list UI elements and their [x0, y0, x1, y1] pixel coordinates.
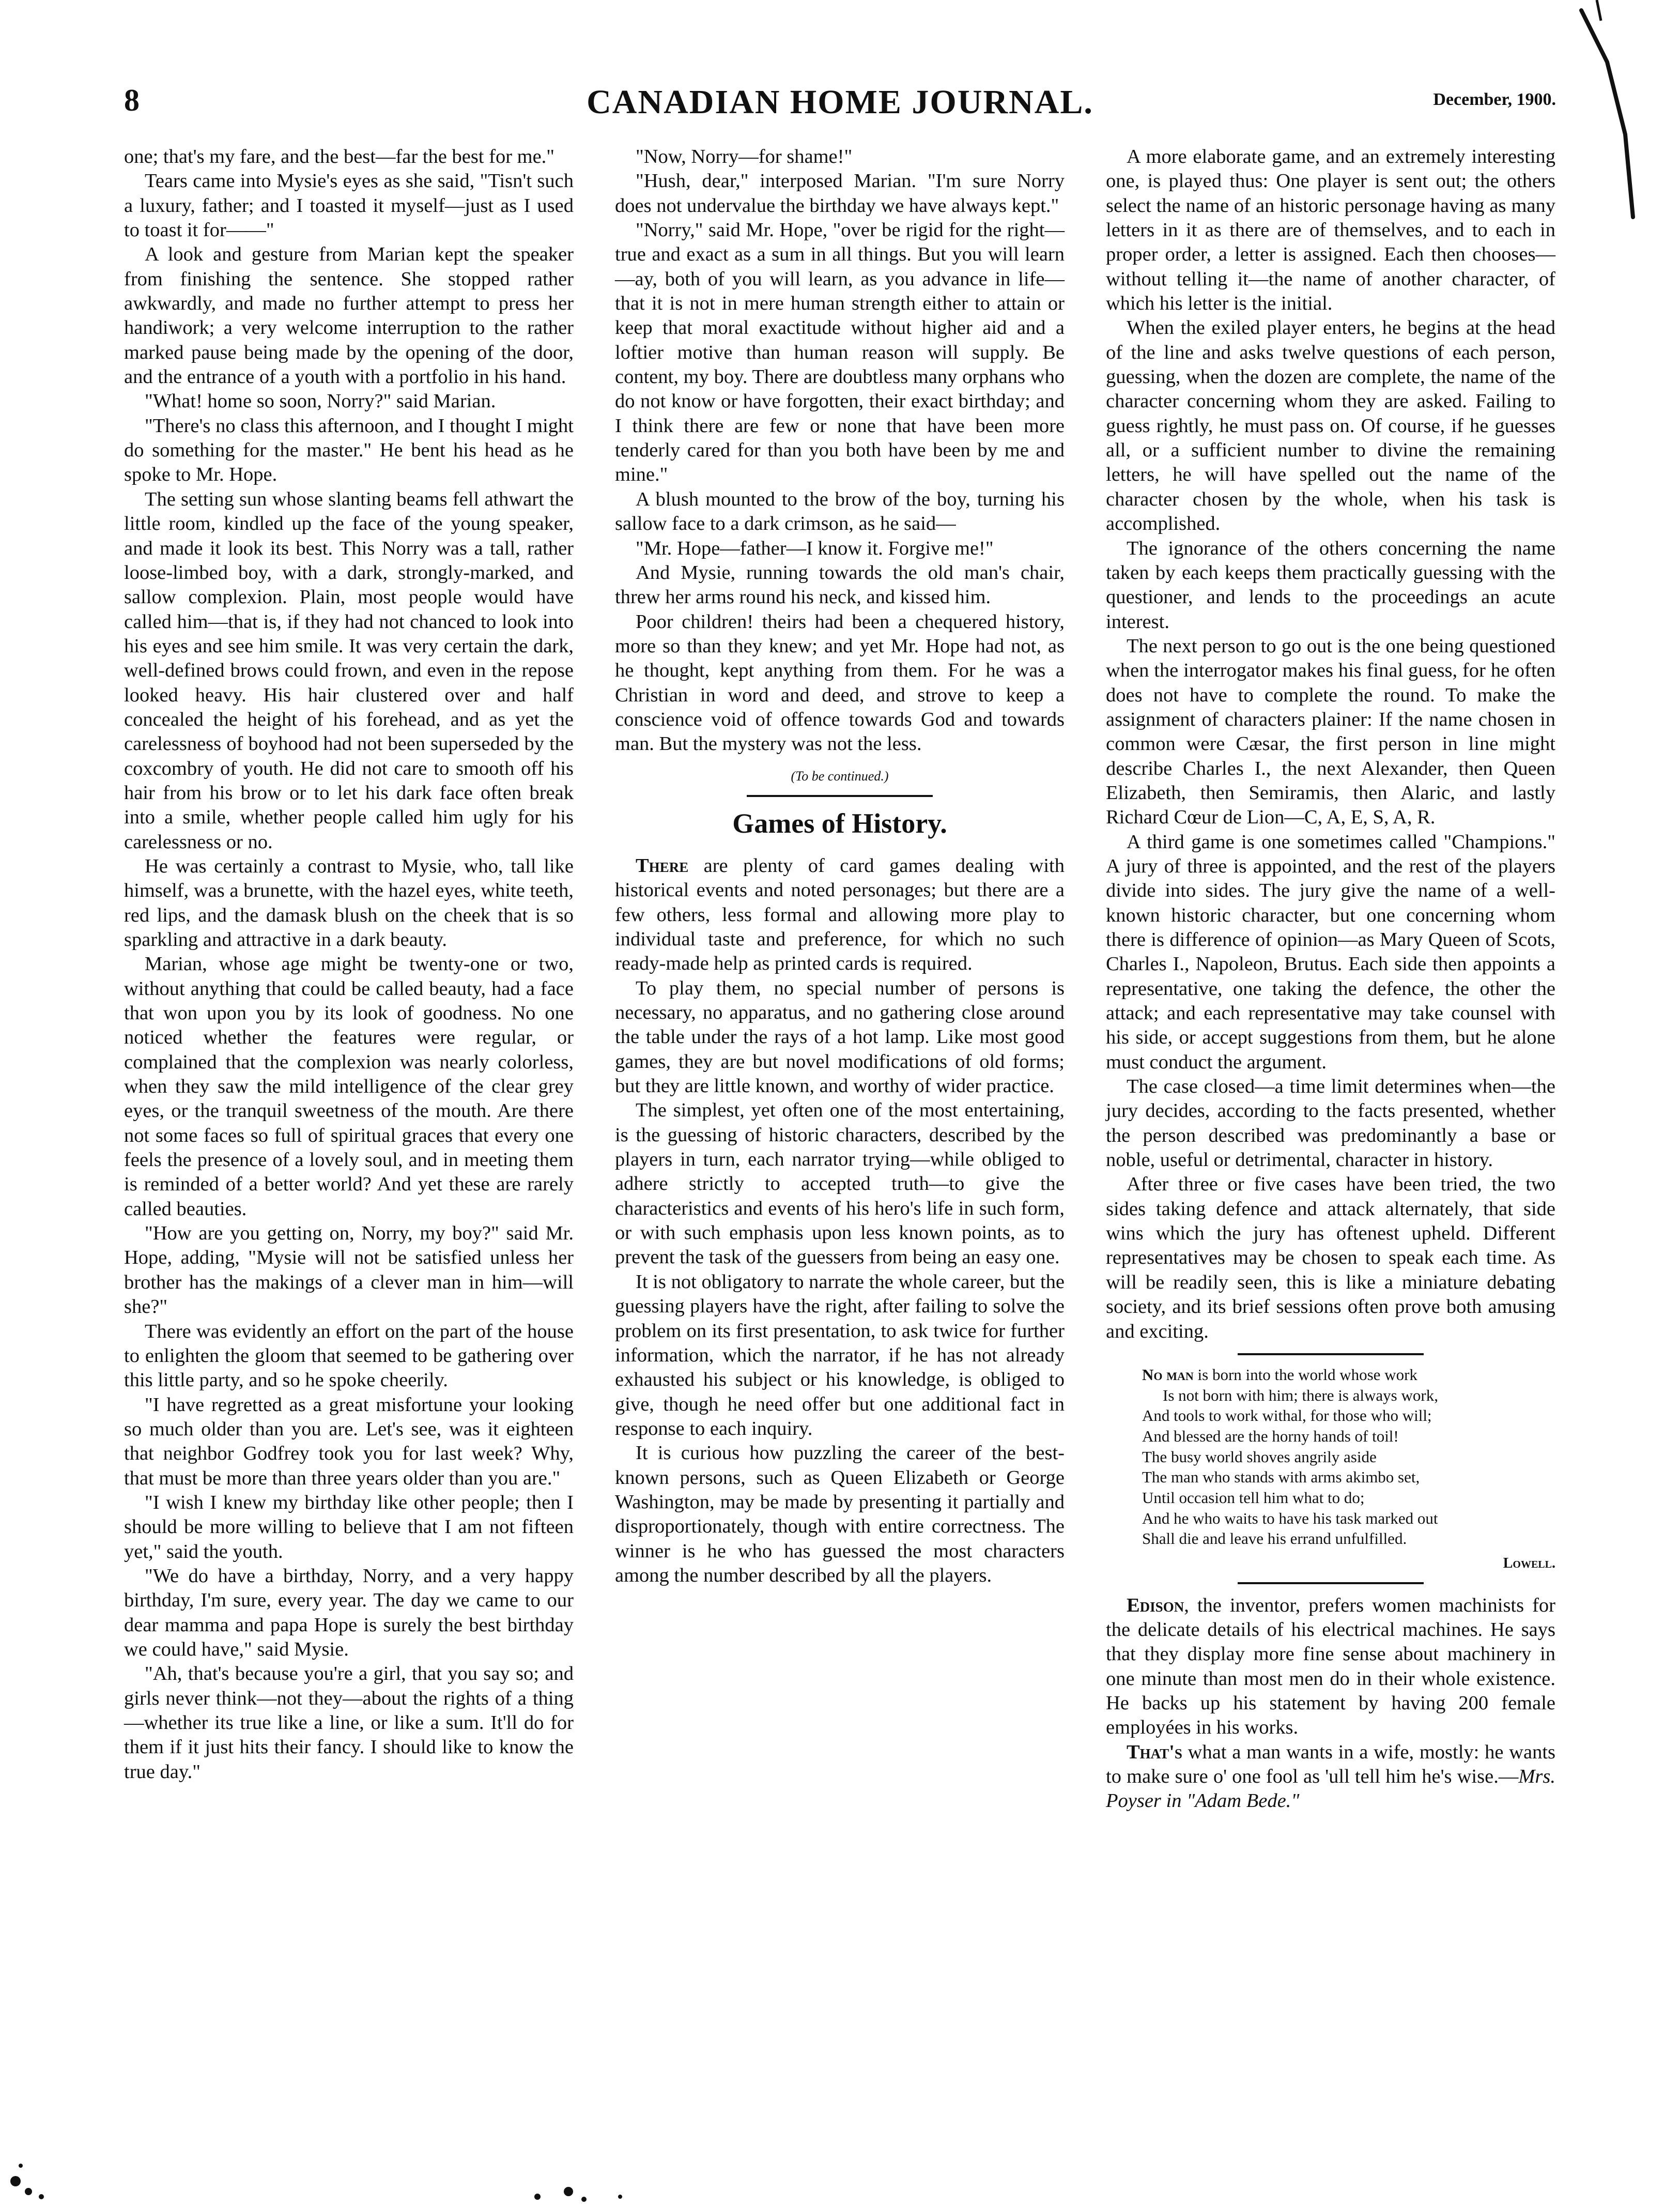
quote-source: Mrs. Poyser in "Adam Bede." — [1106, 1766, 1555, 1812]
games-paragraph: There are plenty of card games dealing with historical events and noted personages; but there are a few others, less formal and allowing more play to individual taste and preference, for which no such ready-made help as printed cards is required. — [615, 854, 1065, 975]
story-paragraph: "Norry," said Mr. Hope, "over be rigid for the right—true and exact as a sum in all things. But you will learn—ay, both of you will learn, as you advance in life—that it is not in mere human strength either to attain or keep that moral exactitude without higher aid and a loftier motive than human reason will supply. Be content, my boy. There are doubtless many orphans who do not know or have forgotten, their exact birthday; and I think there are few or none that have been more tenderly cared for than you both have been by me and mine." — [615, 219, 1065, 486]
story-column-2 — [615, 145, 1065, 1588]
story-paragraph: "What! home so soon, Norry?" said Marian. — [145, 390, 496, 412]
story-paragraph: Tears came into Mysie's eyes as she said, "Tisn't such a luxury, father; and I toasted it myself—just as I used to toast it for——" — [124, 170, 574, 241]
games-paragraph: The case closed—a time limit determines when—the jury decides, according to the facts presented, whether the person described was predominantly a base or noble, useful or detrimental, character in history. — [1106, 1076, 1555, 1171]
story-paragraph: "There's no class this afternoon, and I thought I might do something for the master." He bent his head as he spoke to Mr. Hope. — [124, 415, 574, 486]
lead-word: That's — [1127, 1741, 1182, 1763]
poem-line: Until occasion tell him what to do; — [1142, 1488, 1365, 1507]
story-paragraph: "Mr. Hope—father—I know it. Forgive me!" — [636, 537, 994, 559]
poem-line: And he who waits to have his task marked out — [1142, 1509, 1438, 1527]
poem-line: Shall die and leave his errand unfulfilled. — [1142, 1529, 1407, 1548]
story-paragraph: "I have regretted as a great misfortune your looking so much older than you are. Let's see, was it eighteen that neighbor Godfrey took you for last week? Why, that must be more than three years older than you are." — [124, 1393, 574, 1489]
page-number: 8 — [124, 83, 140, 117]
games-paragraph: To play them, no special number of persons is necessary, no apparatus, and no gathering close around the table under the rays of a hot lamp. Like most good games, they are but novel modifications of old forms; but they are little known, and worthy of wider practice. — [615, 977, 1065, 1097]
story-paragraph: There was evidently an effort on the part of the house to enlighten the gloom that seemed to be gathering over this little party, and so he spoke cheerily. — [124, 1320, 574, 1391]
story-paragraph: "Hush, dear," interposed Marian. "I'm sure Norry does not undervalue the birthday we have always kept." — [615, 170, 1065, 217]
to-be-continued-note: (To be continued.) — [791, 768, 889, 784]
games-paragraph: When the exiled player enters, he begins at the head of the line and asks twelve questions of each person, guessing, when the dozen are complete, the name of the character concerning whom they are asked. Failing to guess rightly, he must pass on. Of course, if he guesses all, or a sufficient number to divine the remaining letters, he will have spelled out the name of the character chosen by the whole, when his task is accomplished. — [1106, 317, 1555, 535]
lead-word: There — [636, 854, 689, 877]
games-paragraph: The next person to go out is the one being questioned when the interrogator makes his final guess, for he often does not have to complete the round. To make the assignment of characters plainer: If the name chosen in common were Cæsar, the first person in line might describe Charles I., the next Alexander, then Queen Elizabeth, then Semiramis, then Alaric, and lastly Richard Cœur de Lion—C, A, E, S, A, R. — [1106, 635, 1555, 829]
journal-title: CANADIAN HOME JOURNAL. — [587, 83, 1093, 121]
story-paragraph: one; that's my fare, and the best—far the best for me." — [124, 146, 555, 167]
poem-line: And tools to work withal, for those who will; — [1142, 1406, 1432, 1425]
page-specks — [0, 2119, 672, 2206]
page-scratch-mark — [1576, 0, 1679, 227]
lead-word: Edison — [1127, 1594, 1184, 1616]
story-paragraph: A blush mounted to the brow of the boy, turning his sallow face to a dark crimson, as he said— — [615, 488, 1065, 535]
story-paragraph: Poor children! theirs had been a chequered history, more so than they knew; and yet Mr. Hope had not, as he thought, kept anything from them. For he was a Christian in word and deed, and strove to keep a conscience void of offence towards God and towards man. But the mystery was not the less. — [615, 610, 1065, 755]
games-column-3 — [1106, 145, 1555, 1814]
games-paragraph: The simplest, yet often one of the most entertaining, is the guessing of historic characters, described by the players in turn, each narrator trying—while obliged to adhere strictly to accepted truth—to give the characteristics and events of his hero's life in such form, or with such emphasis upon less known points, as to prevent the task of the guessers from being an easy one. — [615, 1099, 1065, 1268]
poem-attribution: Lowell. — [1503, 1555, 1555, 1571]
games-paragraph: It is curious how puzzling the career of the best-known persons, such as Queen Elizabeth or George Washington, may be made by presenting it partially and disproportionately, though with entire correctness. The winner is he who has guessed the most characters among the number described by all the players. — [615, 1442, 1065, 1586]
lead-word: No man — [1142, 1365, 1194, 1384]
poem-line: Is not born with him; there is always work, — [1163, 1386, 1438, 1404]
story-paragraph: Marian, whose age might be twenty-one or two, without anything that could be called beauty, had a face that won upon you by its look of goodness. No one noticed whether the features were regular, or complained that the complexion was nearly colorless, when they saw the mild intelligence of the clear grey eyes, or the tranquil sweetness of the mouth. Are there not some faces so full of spiritual graces that every one feels the presence of a lovely soul, and in meeting them is reminded of a better world? And yet these are rarely called beauties. — [124, 953, 574, 1220]
story-paragraph: "Now, Norry—for shame!" — [636, 146, 853, 167]
games-paragraph: A more elaborate game, and an extremely interesting one, is played thus: One player is sent out; the others select the name of an historic personage having as many letters in it as there are of themselves, and to each in proper order, a letter is assigned. Each then chooses—without telling it—the name of another character, of which his letter is the initial. — [1106, 146, 1555, 315]
story-paragraph: A look and gesture from Marian kept the speaker from finishing the sentence. She stopped rather awkwardly, and made no further attempt to press her handiwork; a very welcome interruption to the rather marked pause being made by the opening of the door, and the entrance of a youth with a portfolio in his hand. — [124, 243, 574, 388]
poem-line: And blessed are the horny hands of toil! — [1142, 1427, 1399, 1445]
section-divider — [1238, 1582, 1424, 1584]
games-paragraph: A third game is one sometimes called "Champions." A jury of three is appointed, and the rest of the players divide into sides. The jury give the name of a well-known historic character, but one concerning whom there is difference of opinion—as Mary Queen of Scots, Charles I., Napoleon, Brutus. Each side then appoints a representative, one taking the defence, the other the attack; and each representative may take counsel with his side, or accept suggestions from them, but he alone must conduct the argument. — [1106, 831, 1555, 1073]
story-paragraph: The setting sun whose slanting beams fell athwart the little room, kindled up the face of the young speaker, and made it look its best. This Norry was a tall, rather loose-limbed boy, with a dark, strongly-marked, and sallow complexion. Plain, most people would have called him—that is, if they had not chanced to look into his eyes and see him smile. It was very certain the dark, well-defined brows could frown, and even in the repose looked heavy. His hair clustered over and half concealed the height of his forehead, and as yet the carelessness of boyhood had not been superseded by the coxcombry of youth. He did not care to smooth off his hair from his brow or to let his dark face often break into a smile, whether people called him ugly for his carelessness or no. — [124, 488, 574, 853]
games-paragraph: It is not obligatory to narrate the whole career, but the guessing players have the right, after failing to solve the problem on its first presentation, to ask twice for further information, which the narrator, if he has not already exhausted his subject or his knowledge, is obliged to give, though he need offer but one additional fact in response to each inquiry. — [615, 1270, 1065, 1439]
poem-line: No man is born into the world whose work — [1142, 1365, 1417, 1384]
story-paragraph: "How are you getting on, Norry, my boy?" said Mr. Hope, adding, "Mysie will not be satisfied unless her brother has the makings of a clever man in him—will she?" — [124, 1222, 574, 1318]
wife-quote-paragraph: That's what a man wants in a wife, mostly: he wants to make sure o' one fool as 'ull tell him he's wise.—Mrs. Poyser in "Adam Bede." — [1106, 1741, 1555, 1812]
story-paragraph: And Mysie, running towards the old man's chair, threw her arms round his neck, and kissed him. — [615, 561, 1065, 608]
section-divider — [747, 795, 933, 797]
section-divider — [1238, 1353, 1424, 1355]
story-paragraph: He was certainly a contrast to Mysie, who, tall like himself, was a brunette, with the hazel eyes, white teeth, red lips, and the damask blush on the cheek that is so sparkling and attractive in a dark beauty. — [124, 855, 574, 951]
story-paragraph: "I wish I knew my birthday like other people; then I should be more willing to believe that I am not fifteen yet," said the youth. — [124, 1491, 574, 1562]
poem-block — [1142, 1365, 1555, 1573]
poem-line: The busy world shoves angrily aside — [1142, 1447, 1377, 1466]
games-paragraph: After three or five cases have been tried, the two sides taking defence and attack alternately, that side wins which the jury has oftenest upheld. Different representatives may be chosen to speak each time. As will be readily seen, this is like a miniature debating society, and its brief sessions often prove both amusing and exciting. — [1106, 1173, 1555, 1342]
page-header — [124, 83, 1556, 140]
games-section-title: Games of History. — [732, 807, 947, 839]
issue-date: December, 1900. — [1433, 90, 1556, 109]
edison-paragraph: Edison, the inventor, prefers women machinists for the delicate details of his electrical machines. He says that they display more fine sense about machinery in one minute than most men do in their whole existence. He backs up his statement by having 200 female employées in his works. — [1106, 1594, 1555, 1739]
story-paragraph: "We do have a birthday, Norry, and a very happy birthday, I'm sure, every year. The day we came to our dear mamma and papa Hope is surely the best birthday we could have," said Mysie. — [124, 1565, 574, 1660]
games-paragraph: The ignorance of the others concerning the name taken by each keeps them practically guessing with the questioner, and lends to the proceedings an acute interest. — [1106, 537, 1555, 633]
story-column-1 — [124, 145, 574, 1784]
poem-line: The man who stands with arms akimbo set, — [1142, 1468, 1420, 1487]
story-paragraph: "Ah, that's because you're a girl, that you say so; and girls never think—not they—about the rights of a thing—whether its true like a line, or like a sum. It'll do for them if it just hits their fancy. I should like to know the true day." — [124, 1663, 574, 1783]
